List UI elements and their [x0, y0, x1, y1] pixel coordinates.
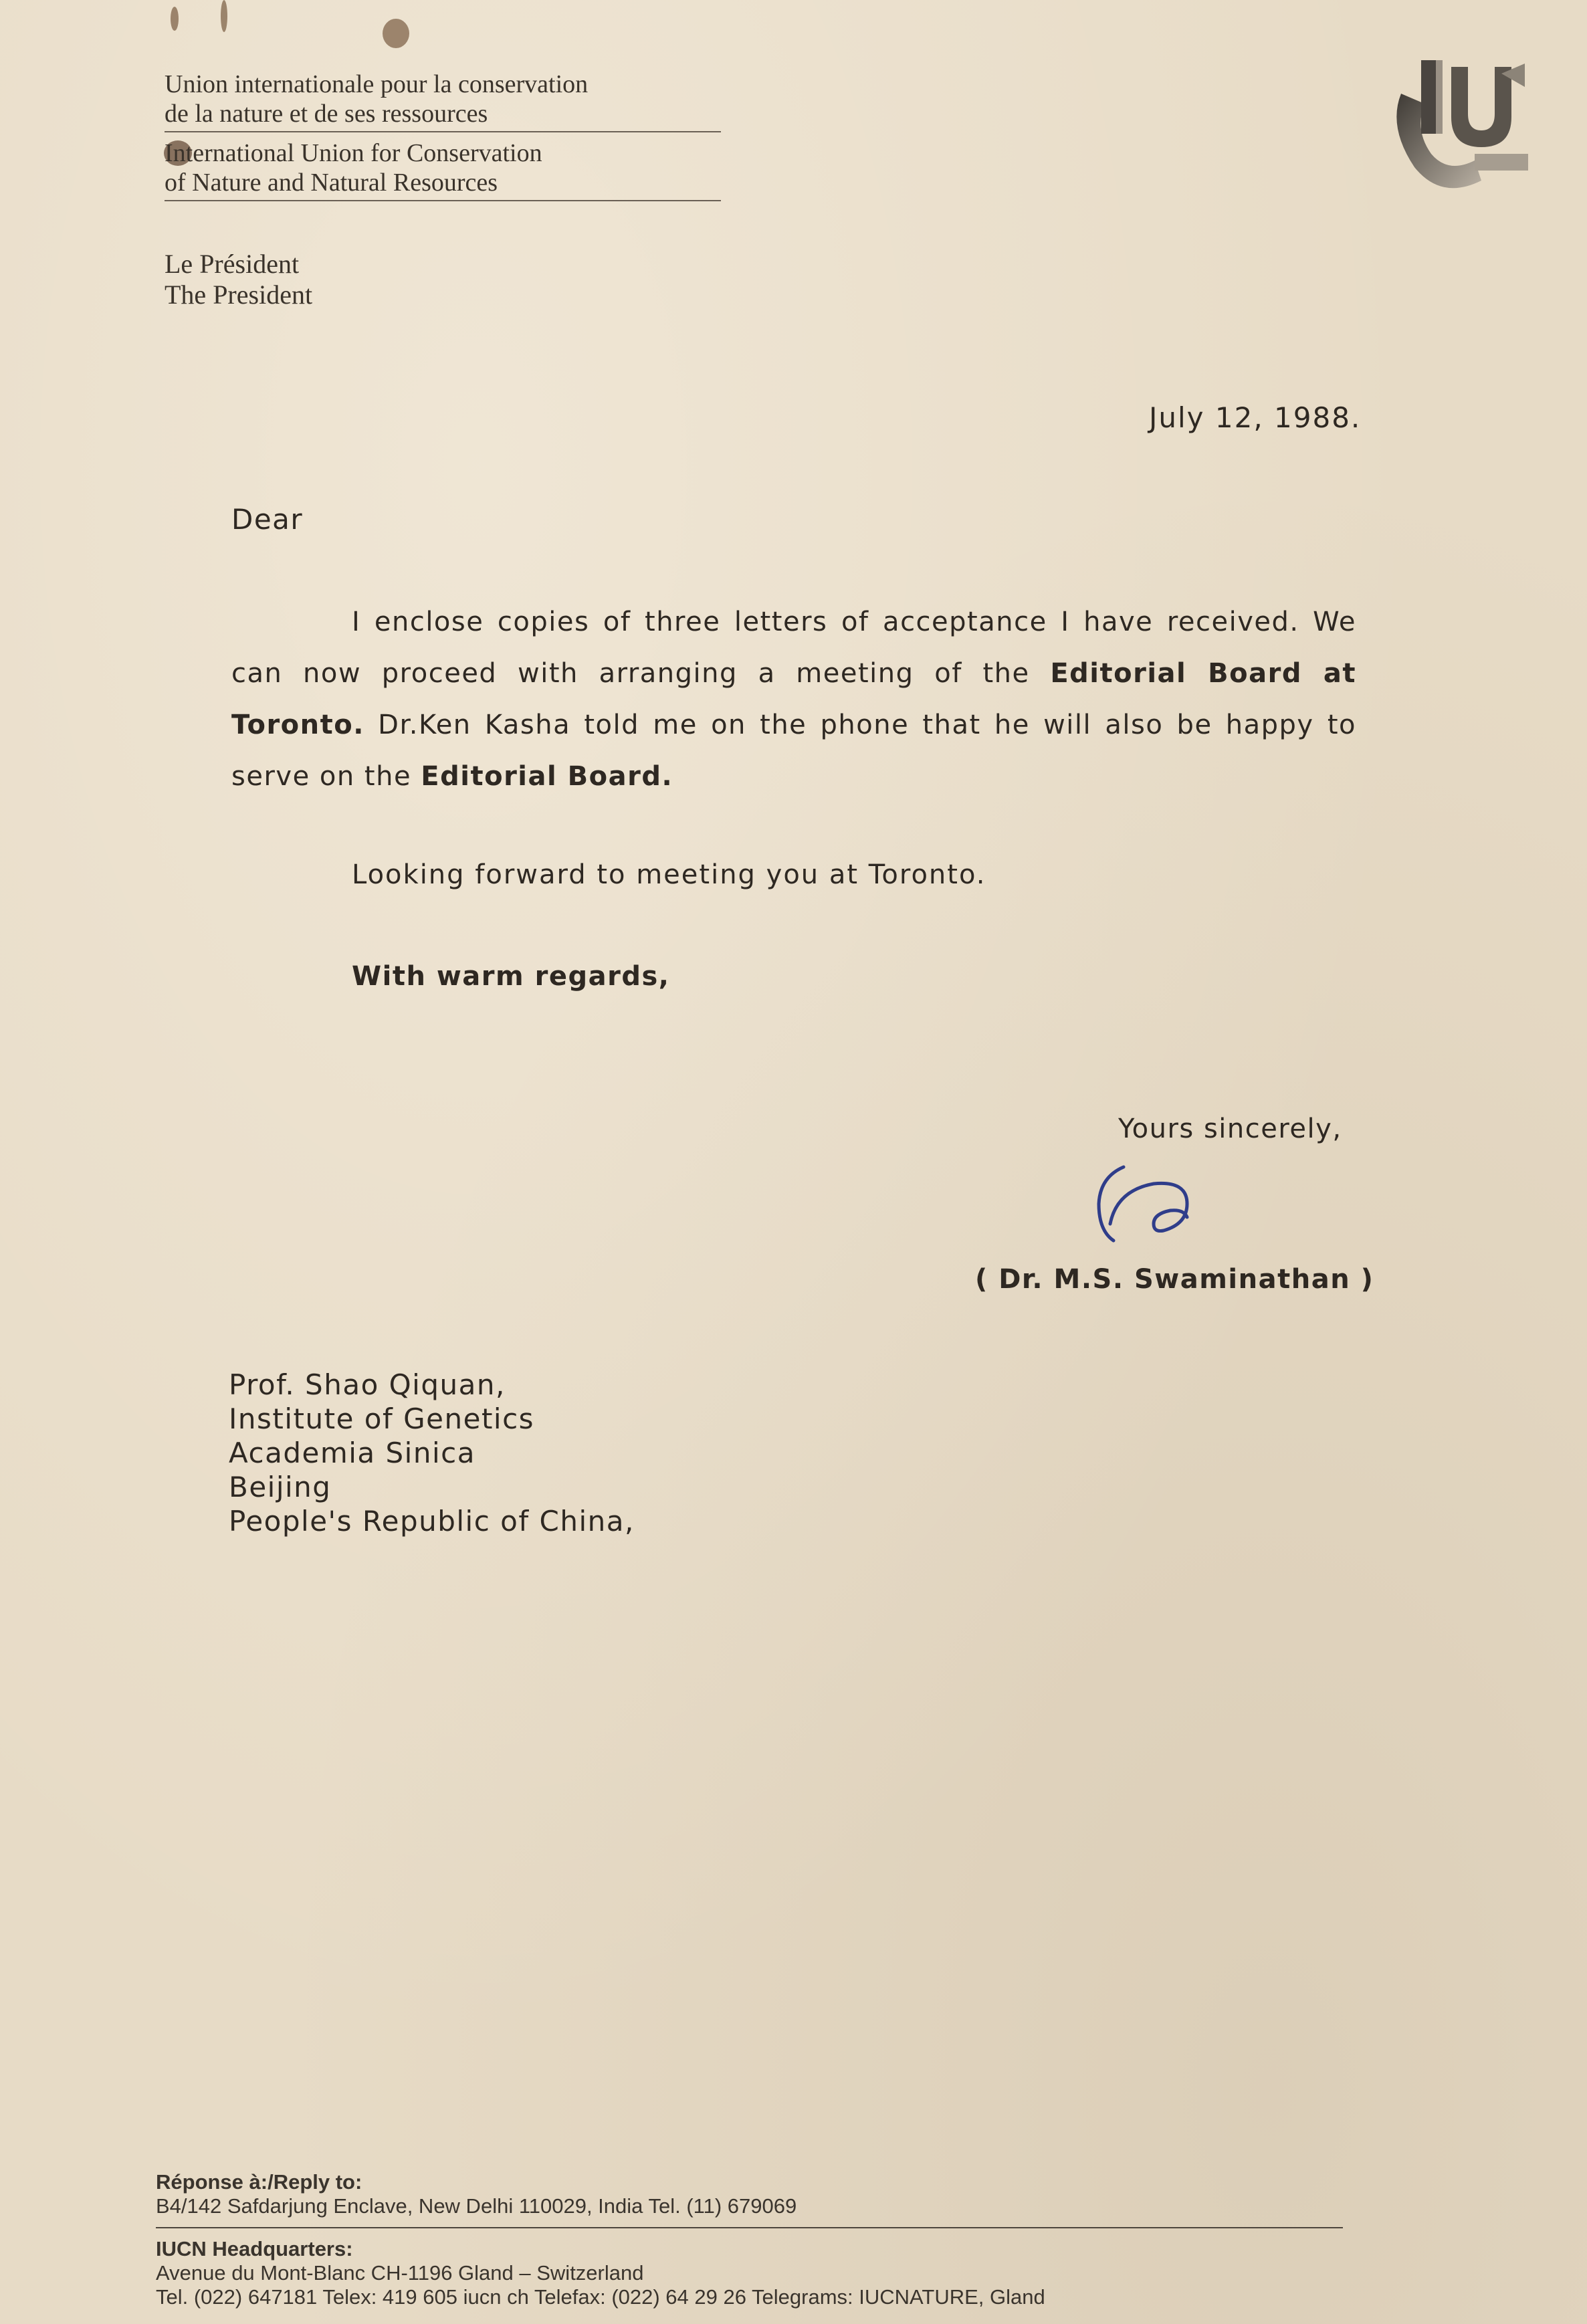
hq-label: IUCN Headquarters: — [156, 2237, 353, 2260]
salutation: Dear — [231, 503, 304, 536]
p1-text-a: I enclose copies of three letters of acceptance I have received. We can now proceed with arranging a meeting of the — [231, 607, 1356, 689]
p1-text-d: Editorial Board. — [421, 761, 673, 792]
handwritten-signature — [1087, 1150, 1207, 1251]
ink-stain — [171, 7, 179, 31]
recipient-line-4: Beijing — [229, 1471, 332, 1503]
iucn-logo-mark — [1374, 47, 1535, 207]
footer-divider — [156, 2227, 1343, 2228]
reply-address: B4/142 Safdarjung Enclave, New Delhi 110029, India Tel. (11) 679069 — [156, 2194, 797, 2218]
hq-contact: Tel. (022) 647181 Telex: 419 605 iucn ch Telefax: (022) 64 29 26 Telegrams: IUCNATURE, Gland — [156, 2285, 1045, 2309]
ink-stain — [221, 0, 227, 32]
footer-headquarters — [156, 2237, 1045, 2309]
letterhead-divider — [165, 131, 721, 132]
p1-text-c: Dr.Ken Kasha told me on the phone that he will also be happy to serve on the — [231, 710, 1356, 792]
letterhead-fr-line1: Union internationale pour la conservation — [165, 70, 589, 98]
body-paragraph-2: Looking forward to meeting you at Toronto. — [352, 859, 986, 890]
letterhead-en-line1: International Union for Conservation — [165, 139, 542, 167]
valediction: Yours sincerely, — [1118, 1114, 1342, 1144]
p1-text-b: Editorial Board at Toronto. — [231, 658, 1356, 740]
letter-date: July 12, 1988. — [1149, 401, 1362, 434]
body-paragraph-1 — [231, 597, 1356, 803]
letterhead-fr-line2: de la nature et de ses ressources — [165, 100, 488, 128]
role-fr: Le Président — [165, 249, 300, 279]
letterhead-en-line2: of Nature and Natural Resources — [165, 169, 498, 197]
recipient-line-3: Academia Sinica — [229, 1437, 475, 1469]
recipient-line-5: People's Republic of China, — [229, 1505, 635, 1538]
recipient-line-2: Institute of Genetics — [229, 1402, 535, 1435]
recipient-address — [229, 1368, 635, 1538]
hq-address: Avenue du Mont-Blanc CH-1196 Gland – Switzerland — [156, 2261, 644, 2285]
ink-stain — [383, 19, 409, 48]
reply-label: Réponse à:/Reply to: — [156, 2170, 362, 2194]
footer-reply — [156, 2170, 797, 2218]
recipient-line-1: Prof. Shao Qiquan, — [229, 1368, 506, 1401]
iucn-logo — [1374, 47, 1535, 207]
letterhead-divider — [165, 200, 721, 201]
role-en: The President — [165, 280, 313, 310]
signature-icon — [1087, 1150, 1207, 1251]
closing: With warm regards, — [352, 961, 670, 992]
signatory-name: ( Dr. M.S. Swaminathan ) — [975, 1264, 1374, 1295]
